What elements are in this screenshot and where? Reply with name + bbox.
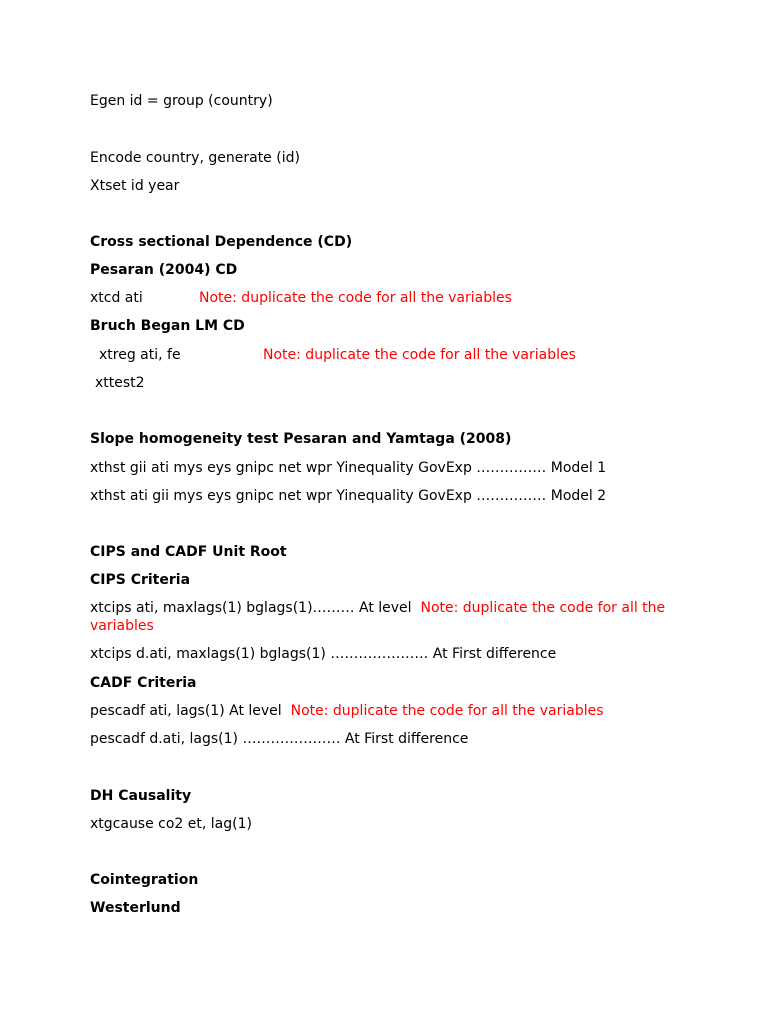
cadf-level-command: pescadf ati, lags(1) At level xyxy=(90,703,282,719)
model2-line: xthst ati gii mys eys gnipc net wpr Yinequality GovExp …………… Model 2 xyxy=(90,488,607,504)
heading-bruch-began-lm: Bruch Began LM CD xyxy=(90,318,245,334)
heading-cross-sectional-dependence: Cross sectional Dependence (CD) xyxy=(90,234,353,250)
xtreg-command: xtreg ati, fe xyxy=(99,347,181,363)
xttest2-line: xttest2 xyxy=(95,375,145,391)
xtset-line: Xtset id year xyxy=(90,178,180,194)
cips-level-note: Note: duplicate the code for all the variables xyxy=(90,600,666,634)
encode-line: Encode country, generate (id) xyxy=(90,150,300,166)
xtcd-command: xtcd ati xyxy=(90,290,143,306)
heading-dh-causality: DH Causality xyxy=(90,788,192,804)
cips-level-line xyxy=(90,599,690,635)
xtgcause-line: xtgcause co2 et, lag(1) xyxy=(90,816,252,832)
heading-cips-cadf: CIPS and CADF Unit Root xyxy=(90,544,287,560)
cips-level-command: xtcips ati, maxlags(1) bglags(1)……… At level xyxy=(90,600,412,616)
heading-cointegration: Cointegration xyxy=(90,872,199,888)
xtcd-line xyxy=(90,289,143,307)
egen-line: Egen id = group (country) xyxy=(90,93,273,109)
heading-pesaran-cd: Pesaran (2004) CD xyxy=(90,262,238,278)
cadf-diff-line: pescadf d.ati, lags(1) ………………… At First difference xyxy=(90,731,469,747)
heading-cips-criteria: CIPS Criteria xyxy=(90,572,191,588)
heading-westerlund: Westerlund xyxy=(90,900,181,916)
xtreg-note: Note: duplicate the code for all the variables xyxy=(263,347,576,363)
heading-cadf-criteria: CADF Criteria xyxy=(90,675,197,691)
heading-slope-homogeneity: Slope homogeneity test Pesaran and Yamtaga (2008) xyxy=(90,431,512,447)
cadf-level-note: Note: duplicate the code for all the variables xyxy=(290,703,604,719)
cadf-level-line xyxy=(90,702,604,720)
xtcd-note: Note: duplicate the code for all the variables xyxy=(199,290,512,306)
model1-line: xthst gii ati mys eys gnipc net wpr Yinequality GovExp …………… Model 1 xyxy=(90,460,607,476)
cips-diff-line: xtcips d.ati, maxlags(1) bglags(1) ………………… At First difference xyxy=(90,646,557,662)
